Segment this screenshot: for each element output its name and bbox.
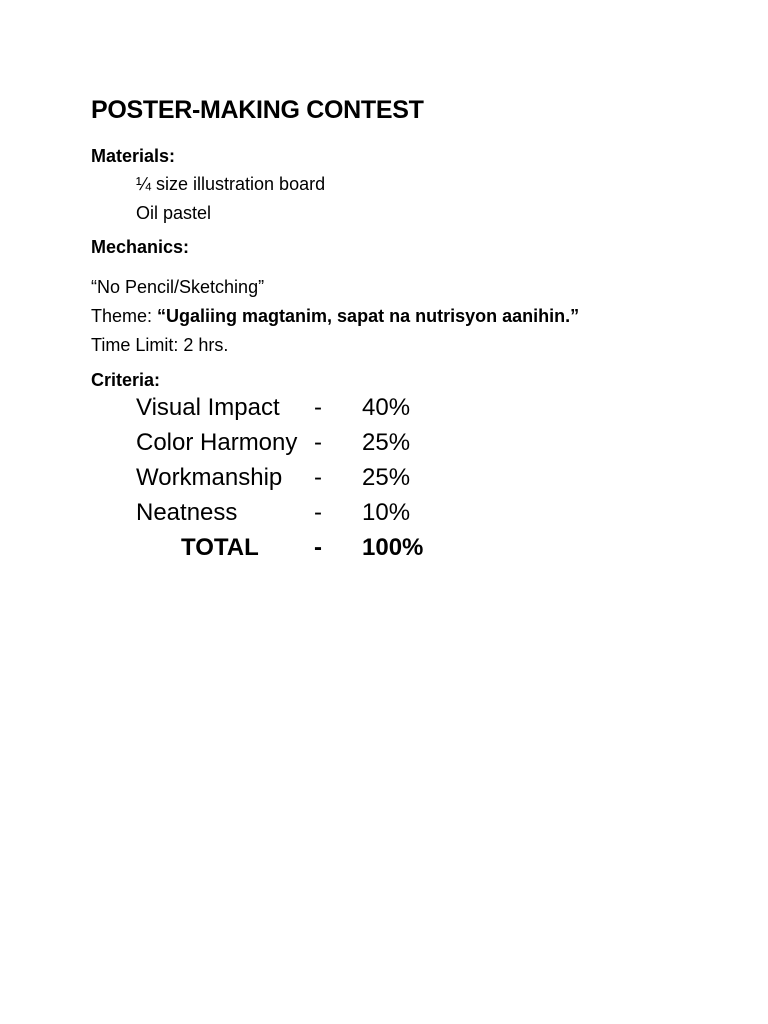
- criteria-percent: 25%: [362, 429, 411, 456]
- criteria-name: Visual Impact: [136, 394, 280, 421]
- mechanics-rule: “No Pencil/Sketching”: [91, 277, 265, 297]
- page-title: POSTER-MAKING CONTEST: [91, 96, 424, 124]
- materials-heading: Materials:: [91, 146, 176, 166]
- mechanics-heading: Mechanics:: [91, 237, 190, 257]
- criteria-total-percent: 100%: [362, 534, 424, 561]
- materials-item: ¼ size illustration board: [136, 174, 326, 194]
- criteria-percent: 10%: [362, 499, 411, 526]
- criteria-separator: -: [314, 499, 322, 526]
- criteria-separator: -: [314, 464, 322, 491]
- theme-label: Theme:: [91, 306, 158, 326]
- criteria-name: Workmanship: [136, 464, 283, 491]
- mechanics-theme: [91, 306, 579, 327]
- criteria-percent: 40%: [362, 394, 411, 421]
- theme-value: “Ugaliing magtanim, sapat na nutrisyon aanihin.”: [157, 306, 580, 326]
- criteria-separator: -: [314, 429, 322, 456]
- criteria-name: Neatness: [136, 499, 238, 526]
- criteria-separator: -: [314, 534, 322, 561]
- criteria-percent: 25%: [362, 464, 411, 491]
- criteria-separator: -: [314, 394, 322, 421]
- mechanics-time-limit: Time Limit: 2 hrs.: [91, 335, 229, 355]
- criteria-name: Color Harmony: [136, 429, 298, 456]
- criteria-heading: Criteria:: [91, 370, 161, 390]
- materials-item: Oil pastel: [136, 203, 212, 223]
- criteria-total-label: TOTAL: [181, 534, 259, 561]
